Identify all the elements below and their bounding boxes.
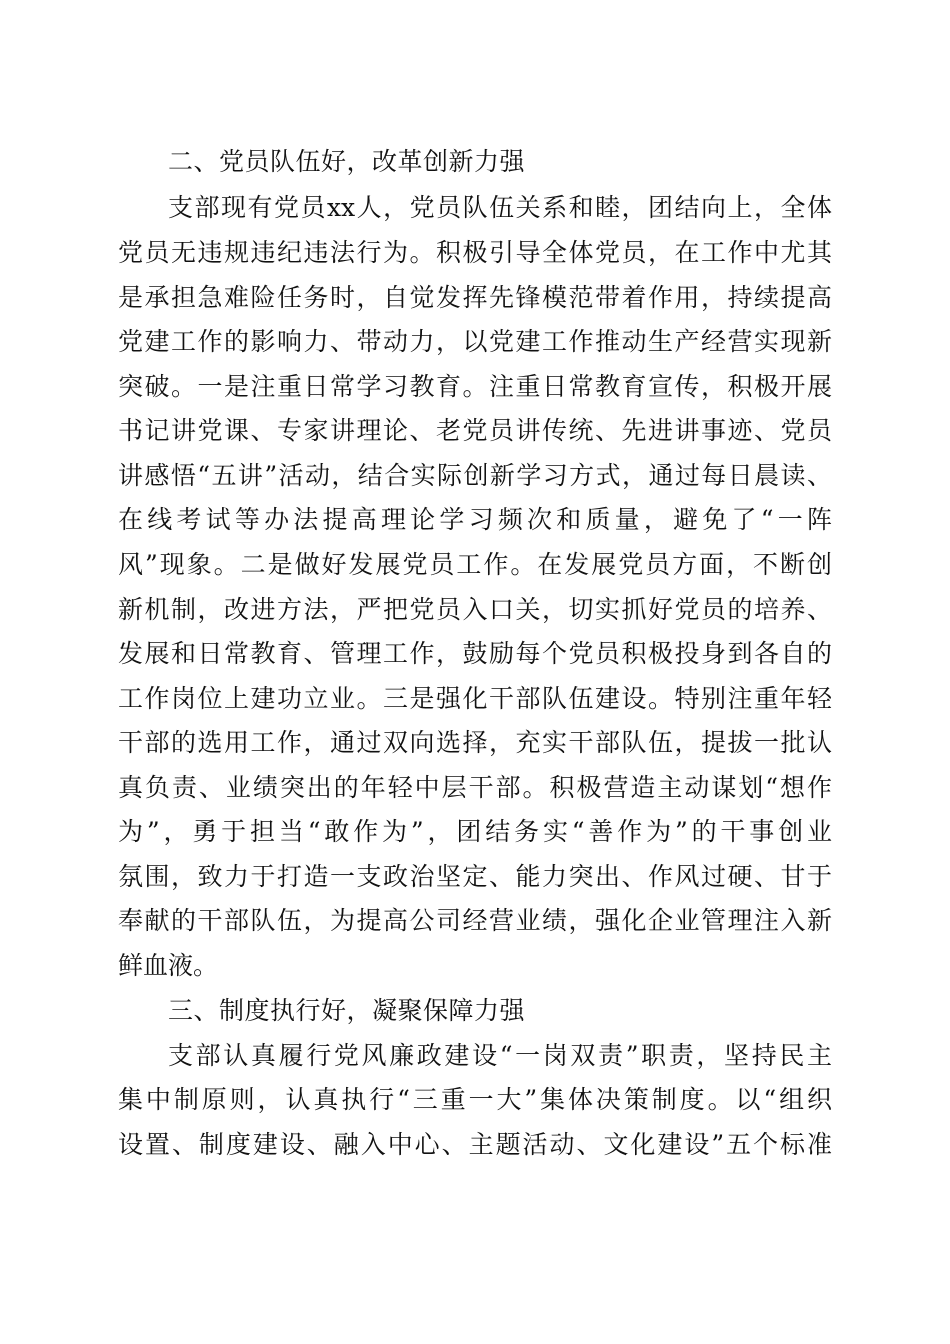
- paragraph-line: 在线考试等办法提高理论学习频次和质量，避免了“一阵: [118, 505, 832, 534]
- paragraph-line: 设置、制度建设、融入中心、主题活动、文化建设”五个标准: [118, 1130, 832, 1159]
- paragraph-line: 党员无违规违纪违法行为。积极引导全体党员，在工作中尤其: [118, 238, 832, 267]
- paragraph-line: 支部现有党员xx人，党员队伍关系和睦，团结向上，全体: [168, 193, 832, 222]
- paragraph-line: 干部的选用工作，通过双向选择，充实干部队伍，提拔一批认: [118, 728, 832, 757]
- paragraph-line: 新机制，改进方法，严把党员入口关，切实抓好党员的培养、: [118, 595, 832, 624]
- paragraph-line: 氛围，致力于打造一支政治坚定、能力突出、作风过硬、甘于: [118, 862, 832, 891]
- paragraph-line: 是承担急难险任务时，自觉发挥先锋模范带着作用，持续提高: [118, 283, 832, 312]
- paragraph-line: 书记讲党课、专家讲理论、老党员讲传统、先进讲事迹、党员: [118, 416, 832, 445]
- section-heading-3: 三、制度执行好，凝聚保障力强: [168, 996, 526, 1025]
- paragraph-line: 为”，勇于担当“敢作为”，团结务实“善作为”的干事创业: [118, 817, 832, 846]
- paragraph-line: 奉献的干部队伍，为提高公司经营业绩，强化企业管理注入新: [118, 906, 832, 935]
- paragraph-line: 突破。一是注重日常学习教育。注重日常教育宣传，积极开展: [118, 372, 832, 401]
- paragraph-line: 集中制原则，认真执行“三重一大”集体决策制度。以“组织: [118, 1085, 832, 1114]
- paragraph-line: 党建工作的影响力、带动力，以党建工作推动生产经营实现新: [118, 327, 832, 356]
- paragraph-line: 鲜血液。: [118, 951, 219, 980]
- paragraph-line: 支部认真履行党风廉政建设“一岗双责”职责，坚持民主: [168, 1041, 832, 1070]
- paragraph-line: 讲感悟“五讲”活动，结合实际创新学习方式，通过每日晨读、: [118, 461, 832, 490]
- section-heading-2: 二、党员队伍好，改革创新力强: [168, 147, 526, 176]
- paragraph-line: 风”现象。二是做好发展党员工作。在发展党员方面，不断创: [118, 550, 832, 579]
- paragraph-line: 工作岗位上建功立业。三是强化干部队伍建设。特别注重年轻: [118, 684, 832, 713]
- paragraph-line: 真负责、业绩突出的年轻中层干部。积极营造主动谋划“想作: [118, 773, 832, 802]
- paragraph-line: 发展和日常教育、管理工作，鼓励每个党员积极投身到各自的: [118, 639, 832, 668]
